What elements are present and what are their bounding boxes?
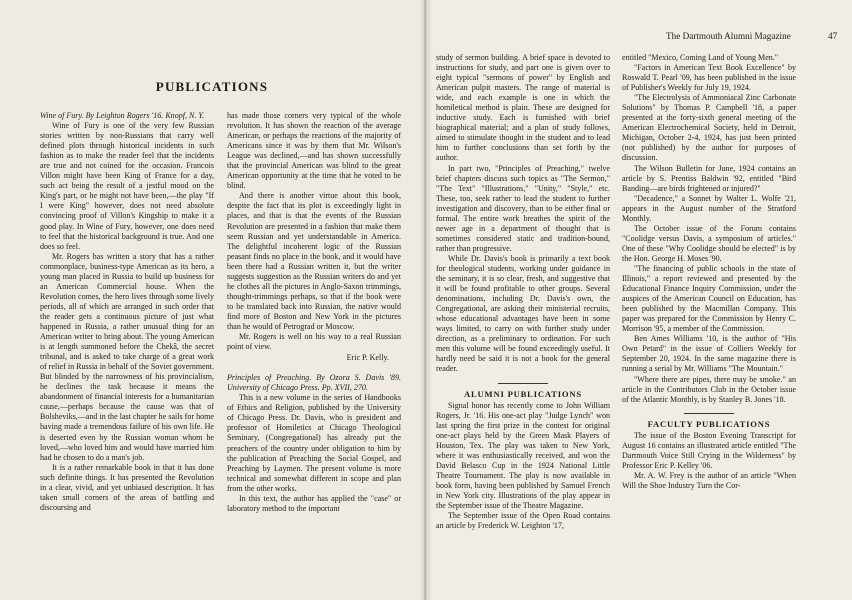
review-paragraph: This is a new volume in the series of Handbooks of Ethics and Religion, published by the University of Chicago Press. Dr. Davis, who is president and professor of Homiletics at Chicago Theological Seminary, (Congregational) has already put the preachers of the country under obligation to him by the publication of Preaching the Social Gospel, and Preaching by Laymen. The present volume is more technical and somewhat different in scope and plan from the other works. xyxy=(227,393,401,493)
review-paragraph: In this text, the author has applied the "case" or laboratory method to the important xyxy=(227,493,401,513)
alumni-publications-heading: ALUMNI PUBLICATIONS xyxy=(464,388,582,399)
page-gutter xyxy=(420,0,432,600)
left-page xyxy=(0,0,424,600)
news-paragraph: "Factors in American Text Book Excellence" by Roswald T. Pearl '09, has been published in the issue of Publisher's Weekly for July 19, 1924. xyxy=(622,63,796,93)
review-paragraph: Mr. Rogers is well on his way to a real Russian point of view. xyxy=(227,332,401,352)
review-paragraph: In part two, "Principles of Preaching," twelve brief chapters discuss such topics as "The Sermon," "The Text" "Illustrations," "Unity," "Style," etc. These, too, seek rather to lead the student to further investigation and discovery, than to be either final or formal. The entire work breathes the spirit of the newer age in a department of thought that is sometimes considered static and tradition-bound, rather than progressive. xyxy=(436,163,610,253)
reviewer-signature: Eric P. Kelly. xyxy=(346,353,389,363)
section-divider xyxy=(684,413,734,414)
news-paragraph: The issue of the Boston Evening Transcript for August 16 contains an illustrated article entitled "The Dartmouth Voice Still Crying in the Wilderness" by Professor Eric P. Kelley '06. xyxy=(622,430,796,470)
news-paragraph: entitled "Mexico, Coming Land of Young Men." xyxy=(622,53,779,62)
right-column-2 xyxy=(622,53,796,491)
magazine-title: The Dartmouth Alumni Magazine xyxy=(666,31,791,41)
left-column-2 xyxy=(227,111,401,514)
book-citation: Principles of Preaching. By Ozora S. Davis '89. University of Chicago Press. Pp. XVII, 270. xyxy=(227,373,401,393)
right-column-1 xyxy=(436,53,610,531)
review-paragraph: Mr. Rogers has written a story that has a rather commonplace, business-type American as its hero, a young man placed in Russia to build up business for an American Commercial house. When the Revolution comes, the hero lives through some lively periods, all of which are arranged in such order that the reader gets a continuous picture of just what happened in Russia, a rather unusual thing for an American writer to bring about. The young American is at length summoned before the Chekâ, the secret tribunal, and is asked to take charge of a great work of relief in Russia in behalf of the Soviet government. But blinded by the narrowness of his provincialism, he declines the task because it means the abandonment of financial interests for a humanitarian cause,—perhaps because the cause was that of Bolsheviks,—and in the last chapter he sails for home having made a tremendous failure of his own life. He is deserted even by the Russian woman whom he loved,—who loved him and would have married him had he chosen to do a man's job. xyxy=(40,251,214,462)
news-paragraph: "Where there are pipes, there may be smoke." an article in the Contributors Club in the October issue of the Atlantic Monthly, is by Stanley B. Jones '18. xyxy=(622,374,796,404)
review-paragraph: Wine of Fury is one of the very few Russian stories written by non-Russians that carry well defined plots through historical incidents in such fashion as to make the reader feel that the incidents are true and not coined for the occasion. Francois Villon might have been King of France for a day, such act being the result of a jestful mood on the King's part, or he might not have been,—the play "If I were King" however, does not need absolute convincing proof of Villon's Kingship to make it a good play. In Wine of Fury, however, one does need to feel that the historical background is true. And one does so feel. xyxy=(40,121,214,251)
news-paragraph: "Decadence," a Sonnet by Walter L. Wolfe '21, appears in the August number of the Stratford Monthly. xyxy=(622,193,796,223)
news-paragraph: The October issue of the Forum contains "Coolidge versus Davis, a symposium of articles." One of these "Why Coolidge should be elected" is by the Hon. George H. Moses '90. xyxy=(622,223,796,263)
news-paragraph: The Wilson Bulletin for June, 1924 contains an article by S. Prentiss Baldwin '92, entitled "Bird Banding—are birds frightened or injured?" xyxy=(622,163,796,193)
book-citation: Wine of Fury. By Leighton Rogers '16. Knopf, N. Y. xyxy=(40,111,205,120)
left-column-1 xyxy=(40,111,214,513)
news-paragraph: "The Electrolysis of Ammoniacal Zinc Carbonate Solutions" by Thomas P. Campbell '18, a paper presented at the forty-sixth general meeting of the American Electrochemical Society, held in Detroit, Michigan, October 2-4, 1924, has just been printed (not published) by the author for purposes of discussion. xyxy=(622,93,796,163)
review-paragraph: It is a rather remarkable book in that it has done such definite things. It has presented the Revolution in a clear, vivid, and yet unbiased description. It has taken small corners of the areas of battling and discoursing and xyxy=(40,462,214,512)
review-paragraph: While Dr. Davis's book is primarily a text book for theological students, working under guidance in the seminary, it is so clear, fresh, and suggestive that it will be found profitable to other groups. Several denominations, including Dr. Davis's own, the Congregational, are asking their ministerial recruits, whose educational advantages have been in some ways limited, to carry on with further study under direction, as a preliminary to ordination. For such men this volume will be found exceedingly useful. It hardly need be said it is not a book for the general reader. xyxy=(436,253,610,374)
section-divider xyxy=(498,383,548,384)
faculty-publications-heading: FACULTY PUBLICATIONS xyxy=(647,418,771,429)
review-paragraph: And there is another virtue about this book, despite the fact that its plot is exceedingly light in places, and that is that the events of the Russian Revolution are presented in a fashion that make them seem Russian and yet understandable in America. The delightful incoherent logic of the Russian peasant finds no place in the book, and it would have been there had a Russian written it, but the writer suggests suggestion as the Russian writers do and yet he clothes all the pictures in Anglo-Saxon trimmings, thought-trimmings perhaps, so that if the book were to be translated back into Russian, the native would find more of Boston and New York in the pictures than he would of Petrograd or Moscow. xyxy=(227,191,401,331)
review-paragraph: has made those corners very typical of the whole revolution. It has shown the reaction of the average American, or perhaps the reactions of the majority of Americans since it was by them that Mr. Wilson's League was declined,—and has shown successfully that the provincial American was blind to the great American opportunity at the time that he voted to be blind. xyxy=(227,111,401,191)
section-title: PUBLICATIONS xyxy=(155,79,269,94)
right-page xyxy=(426,0,852,600)
news-paragraph: Mr. A. W. Frey is the author of an article "When Will the Shoe Industry Turn the Cor- xyxy=(622,470,796,490)
news-paragraph: The September issue of the Open Road contains an article by Frederick W. Leighton '17, xyxy=(436,511,610,531)
news-paragraph: Signal honor has recently come to John William Rogers, Jr. '16. His one-act play "Judge Lynch" won last spring the first prize in the contest for original one-act plays held by the Green Mask Players of Houston, Tex. The play was taken to New York, where it was enthusiastically received, and won the David Belasco Cup in the 1924 National Little Theatre Tournament. The play is now available in book form, having been published by Samuel French in New York city. Illustrations of the play appear in the September issue of the Theatre Magazine. xyxy=(436,400,610,511)
review-paragraph: study of sermon building. A brief space is devoted to instructions for study, and part one is given over to eight typical "sermons of power" by English and American pulpit masters. The range of material is wide, and each example is one in which the homiletical method is plain. These are designed for inductive study. Each is furnished with brief biographical material; and a plan of study follows, aimed to stimulate thought in the student and to lead him to further conclusions than set forth by the author. xyxy=(436,53,610,163)
news-paragraph: "The financing of public schools in the state of Illinois," a report reviewed and presented by the Educational Finance Inquiry Commission, under the auspices of the American Council on Education, has been published by the Macmillan Company. This paper was prepared for the Commission by Henry C. Morrison '95, a member of the Commission. xyxy=(622,263,796,334)
news-paragraph: Ben Ames Williams '10, is the author of "His Own Petard" in the issue of Colliers Weekly for September 20, 1924. In the same magazine there is running a serial by Mr. Williams "The Mountain." xyxy=(622,334,796,374)
page-number: 47 xyxy=(828,31,838,41)
